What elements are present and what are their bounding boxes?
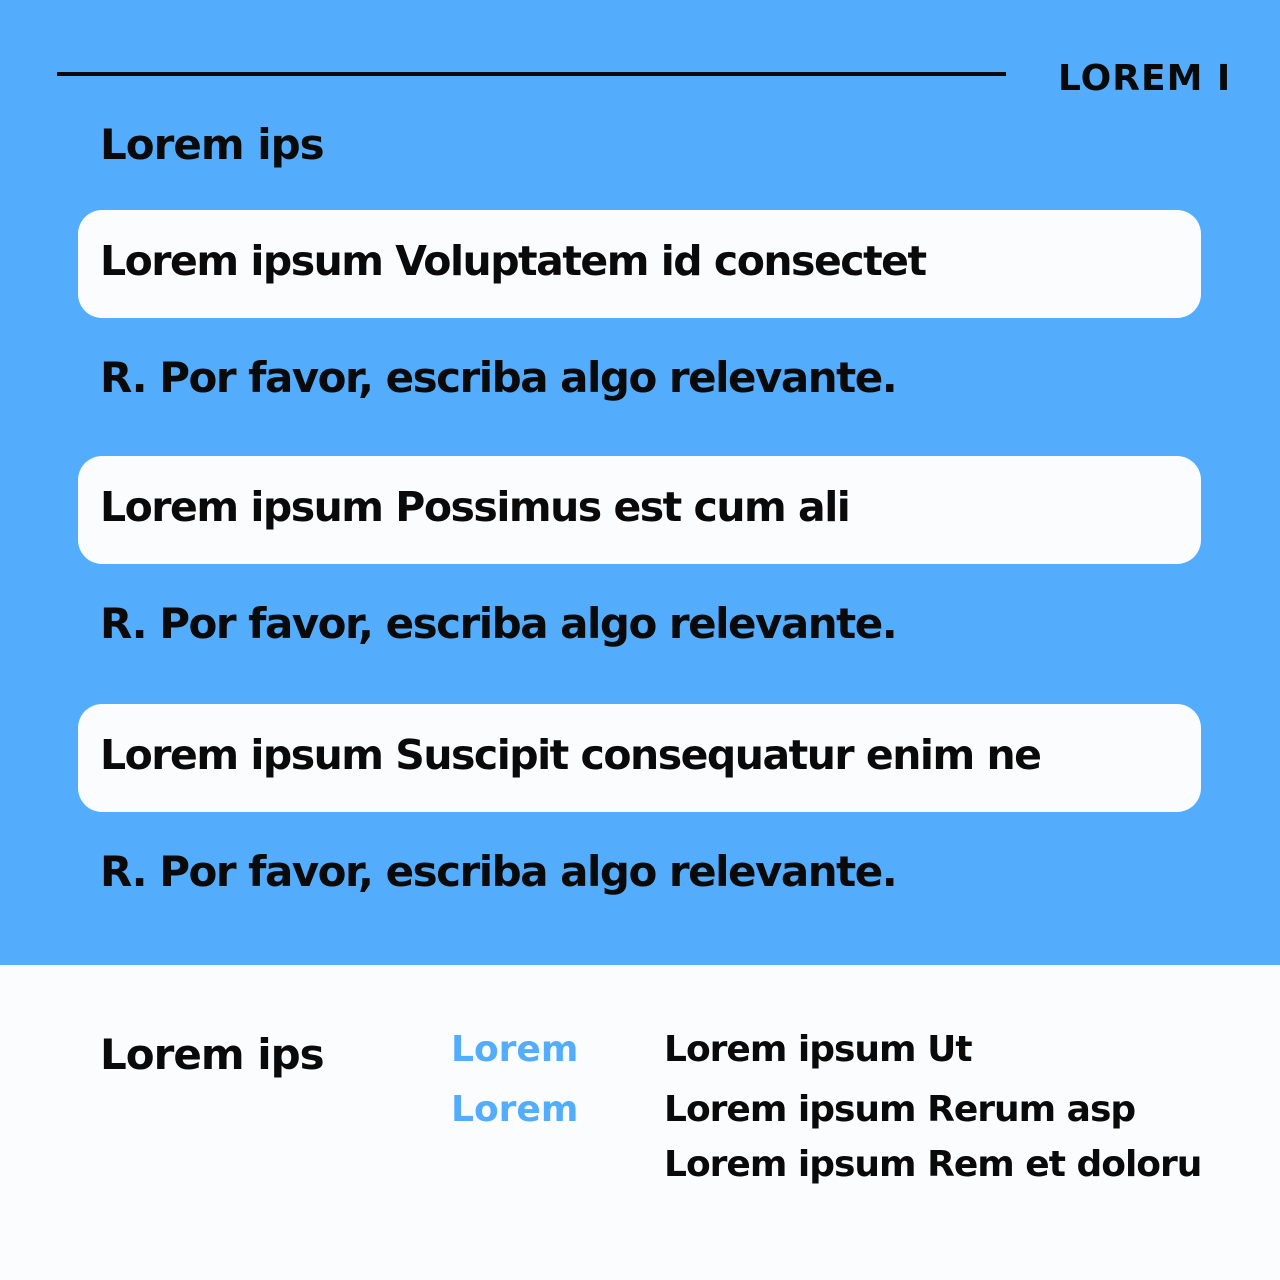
answer-text: R. Por favor, escriba algo relevante. xyxy=(100,847,897,896)
question-text: Lorem ipsum Voluptatem id consectet xyxy=(100,237,926,285)
footer-item: Lorem ipsum Rerum asp xyxy=(664,1089,1136,1130)
footer-item: Lorem ipsum Ut xyxy=(664,1029,972,1070)
header-label: LOREM I xyxy=(1058,58,1232,99)
footer-label: Lorem xyxy=(451,1029,579,1070)
answer-text: R. Por favor, escriba algo relevante. xyxy=(100,353,897,402)
faq-title: Lorem ips xyxy=(100,120,324,169)
question-card xyxy=(78,210,1201,318)
question-card xyxy=(78,704,1201,812)
answer-text: R. Por favor, escriba algo relevante. xyxy=(100,599,897,648)
footer-label: Lorem xyxy=(451,1089,579,1130)
header-rule xyxy=(57,72,1006,76)
question-text: Lorem ipsum Suscipit consequatur enim ne xyxy=(100,731,1041,779)
footer-title: Lorem ips xyxy=(100,1030,324,1079)
question-text: Lorem ipsum Possimus est cum ali xyxy=(100,483,850,531)
footer-item: Lorem ipsum Rem et doloru xyxy=(664,1144,1202,1185)
question-card xyxy=(78,456,1201,564)
